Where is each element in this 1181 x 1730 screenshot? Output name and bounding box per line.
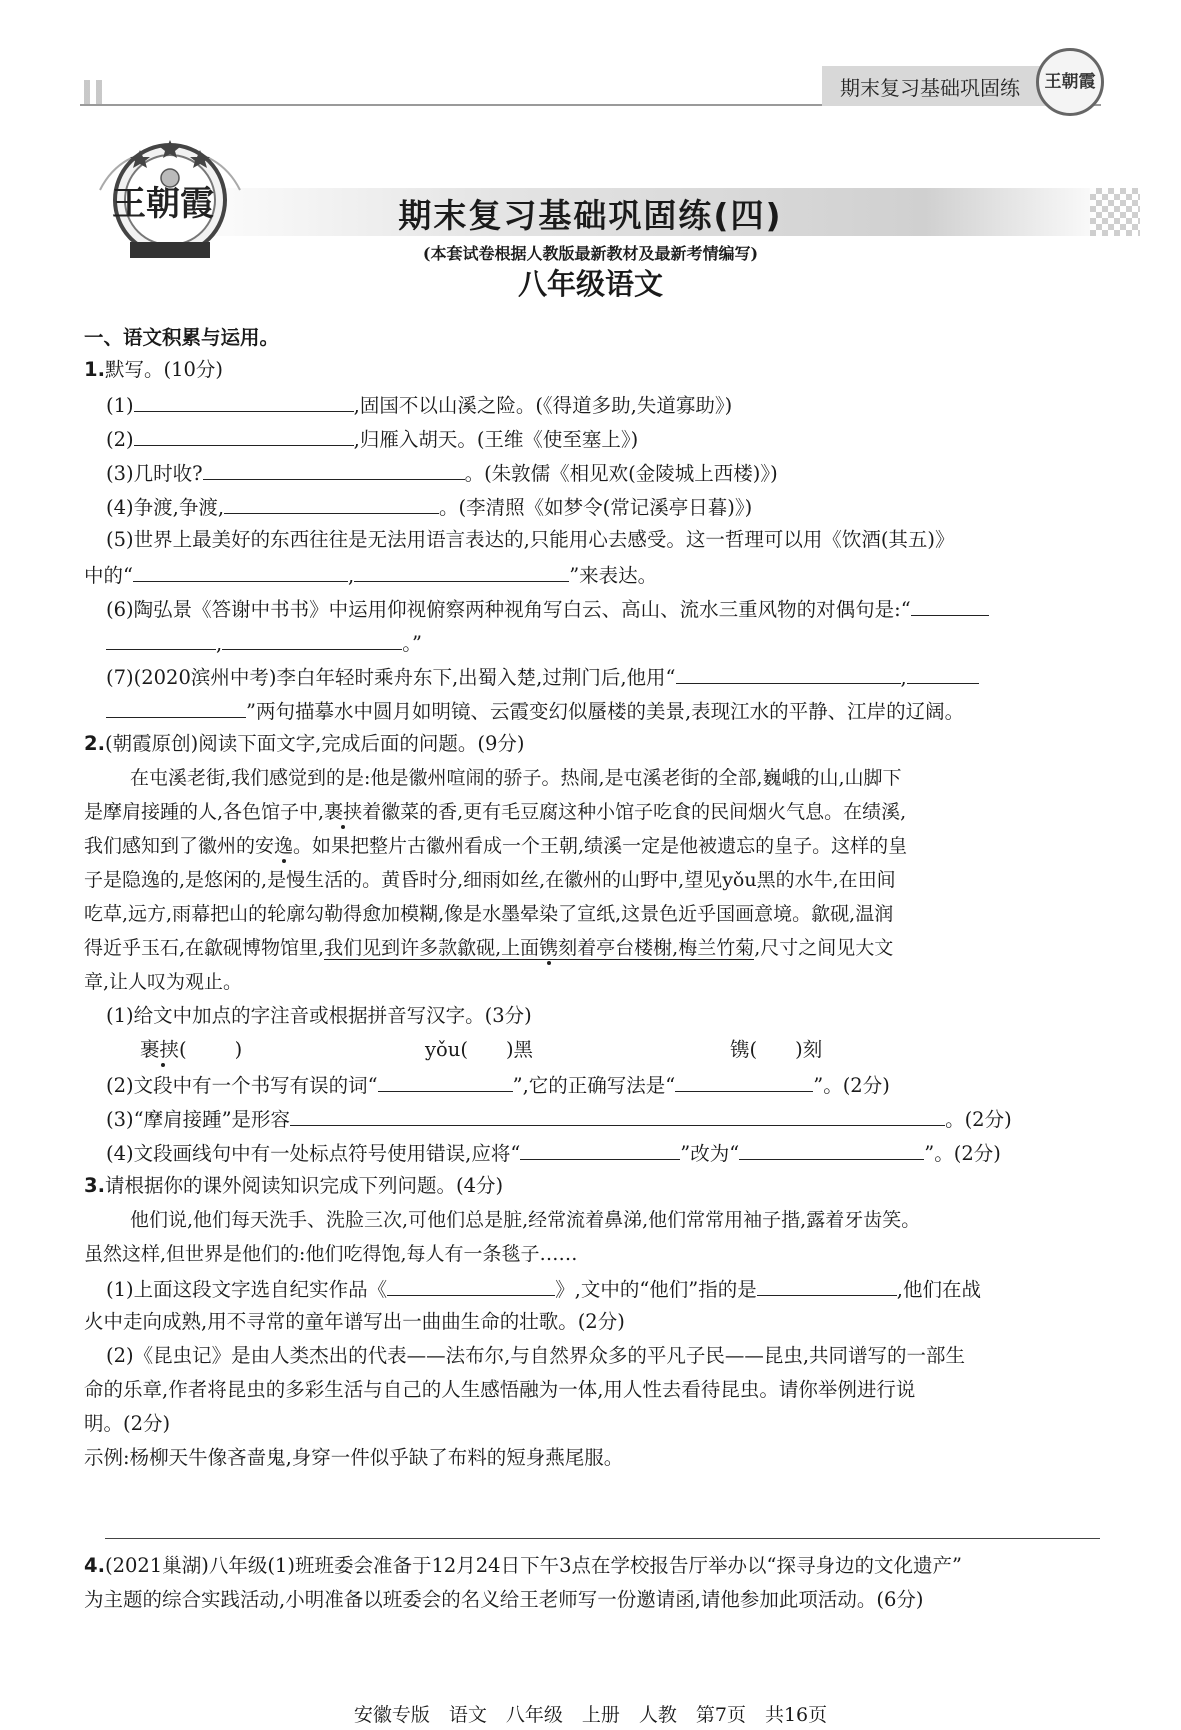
q2-stem: 2.(朝霞原创)阅读下面文字,完成后面的问题。(9分) [84,732,525,755]
q2-sub-1c: 镌( )刻 [730,1038,823,1061]
q1-stem: 1.默写。(10分) [84,358,224,381]
q1-item-6-line2: , 。” [106,629,422,657]
q3-example: 示例:杨柳天牛像吝啬鬼,身穿一件似乎缺了布料的短身燕尾服。 [84,1446,624,1469]
page-title: 期末复习基础巩固练(四) [398,196,783,235]
q2-sub-1: (1)给文中加点的字注音或根据拼音写汉字。(3分) [106,1004,532,1027]
q2-sub-2: (2)文段中有一个书写有误的词“ ”,它的正确写法是“ ”。(2分) [106,1071,890,1099]
q1-item-6-line1: (6)陶弘景《答谢中书书》中运用仰视俯察两种视角写白云、高山、流水三重风物的对偶句是:“ [106,595,989,623]
answer-blank[interactable] [757,1275,897,1296]
q1-item-7-line1: (7)(2020滨州中考)李白年轻时乘舟东下,出蜀入楚,过荆门后,他用“ , [106,663,979,691]
subject-title: 八年级语文 [517,267,663,301]
answer-blank[interactable] [290,1105,945,1126]
answer-blank[interactable] [354,561,569,582]
q2-passage-line6: 得近乎玉石,在歙砚博物馆里,我们见到许多款歙砚,上面镌刻着亭台楼榭,梅兰竹菊,尺寸之间见大文 [84,937,894,959]
q2-sub-1a: 裹挟( ) [140,1038,243,1061]
q2-passage-line7: 章,让人叹为观止。 [84,971,243,993]
q3-passage-line1: 他们说,他们每天洗手、洗脸三次,可他们总是脏,经常流着鼻涕,他们常常用袖子揩,露着牙齿笑。 [130,1209,921,1231]
answer-blank[interactable] [387,1275,555,1296]
q1-item-4: (4)争渡,争渡, 。(李清照《如梦令(常记溪亭日暮)》) [106,493,752,521]
q1-item-3: (3)几时收? 。(朱敦儒《相见欢(金陵城上西楼)》) [106,459,778,487]
q2-passage-line5: 吃草,远方,雨幕把山的轮廓勾勒得愈加模糊,像是水墨晕染了宣纸,这景色近乎国画意境。歙砚,温润 [84,903,894,925]
q3-sub-2-line1: (2)《昆虫记》是由人类杰出的代表——法布尔,与自然界众多的平凡子民——昆虫,共同谱写的一部生 [106,1344,966,1367]
answer-blank[interactable] [676,663,901,684]
answer-blank[interactable] [134,391,354,412]
q2-passage-line3: 我们感知到了徽州的安逸。如果把整片古徽州看成一个王朝,绩溪一定是他被遗忘的皇子。这样的皇 [84,835,908,857]
page-subtitle: (本套试卷根据人教版最新教材及最新考情编写) [422,244,759,263]
answer-area-divider [105,1538,1100,1539]
answer-blank[interactable] [739,1139,924,1160]
q2-sub-4: (4)文段画线句中有一处标点符号使用错误,应将“ ”改为“ ”。(2分) [106,1139,1001,1167]
answer-blank[interactable] [134,425,354,446]
q1-item-1: (1) ,固国不以山溪之险。(《得道多助,失道寡助》) [106,391,732,419]
answer-blank[interactable] [520,1139,680,1160]
brand-logo-text: 王朝霞 [112,184,214,224]
q3-sub-2-line3: 明。(2分) [84,1412,171,1435]
answer-blank[interactable] [133,561,348,582]
q2-passage-line4: 子是隐逸的,是悠闲的,是慢生活的。黄昏时分,细雨如丝,在徽州的山野中,望见yǒu黑的水牛,在田间 [84,869,896,891]
q2-sub-1b: yǒu( )黑 [425,1038,534,1061]
answer-blank[interactable] [378,1071,513,1092]
q1-item-5-line1: (5)世界上最美好的东西往往是无法用语言表达的,只能用心去感受。这一哲理可以用《饮酒(其五)》 [106,528,955,551]
header-strip-label: 期末复习基础巩固练 [840,76,1020,100]
q3-stem: 3.请根据你的课外阅读知识完成下列问题。(4分) [84,1174,504,1197]
answer-blank[interactable] [224,493,439,514]
q1-item-5-line2: 中的“ , ”来表达。 [84,561,657,589]
answer-blank[interactable] [203,459,465,480]
small-logo-seal: 王朝霞 [1036,48,1104,116]
answer-blank[interactable] [106,629,216,650]
corner-pattern [84,80,108,104]
answer-blank[interactable] [106,697,246,718]
q2-passage-line1: 在屯溪老街,我们感觉到的是:他是徽州喧闹的骄子。热闹,是屯溪老街的全部,巍峨的山,山脚下 [130,767,902,789]
q3-sub-2-line2: 命的乐章,作者将昆虫的多彩生活与自己的人生感悟融为一体,用人性去看待昆虫。请你举例进行说 [84,1378,916,1401]
q4-line2: 为主题的综合实践活动,小明准备以班委会的名义给王老师写一份邀请函,请他参加此项活动。(6分) [84,1588,924,1611]
q1-item-7-line2: ”两句描摹水中圆月如明镜、云霞变幻似蜃楼的美景,表现江水的平静、江岸的辽阔。 [106,697,964,725]
q3-passage-line2: 虽然这样,但世界是他们的:他们吃得饱,每人有一条毯子…… [84,1243,578,1265]
q2-sub-3: (3)“摩肩接踵”是形容 。(2分) [106,1105,1012,1133]
q3-sub-1-line2: 火中走向成熟,用不寻常的童年谱写出一曲曲生命的壮歌。(2分) [84,1310,625,1333]
answer-blank[interactable] [222,629,402,650]
q1-item-2: (2) ,归雁入胡天。(王维《使至塞上》) [106,425,638,453]
answer-blank[interactable] [907,663,979,684]
answer-blank[interactable] [675,1071,813,1092]
page-footer: 安徽专版 语文 八年级 上册 人教 第7页 共16页 [353,1704,828,1726]
q2-passage-line2: 是摩肩接踵的人,各色馆子中,裹挟着徽菜的香,更有毛豆腐这种小馆子吃食的民间烟火气息。在绩溪, [84,801,907,823]
answer-blank[interactable] [911,595,989,616]
q4-line1: 4.(2021巢湖)八年级(1)班班委会准备于12月24日下午3点在学校报告厅举办以“探寻身边的文化遗产” [84,1554,962,1577]
section-heading: 一、语文积累与运用。 [84,326,280,349]
q3-sub-1: (1)上面这段文字选自纪实作品《 》,文中的“他们”指的是 ,他们在战 [106,1275,981,1303]
